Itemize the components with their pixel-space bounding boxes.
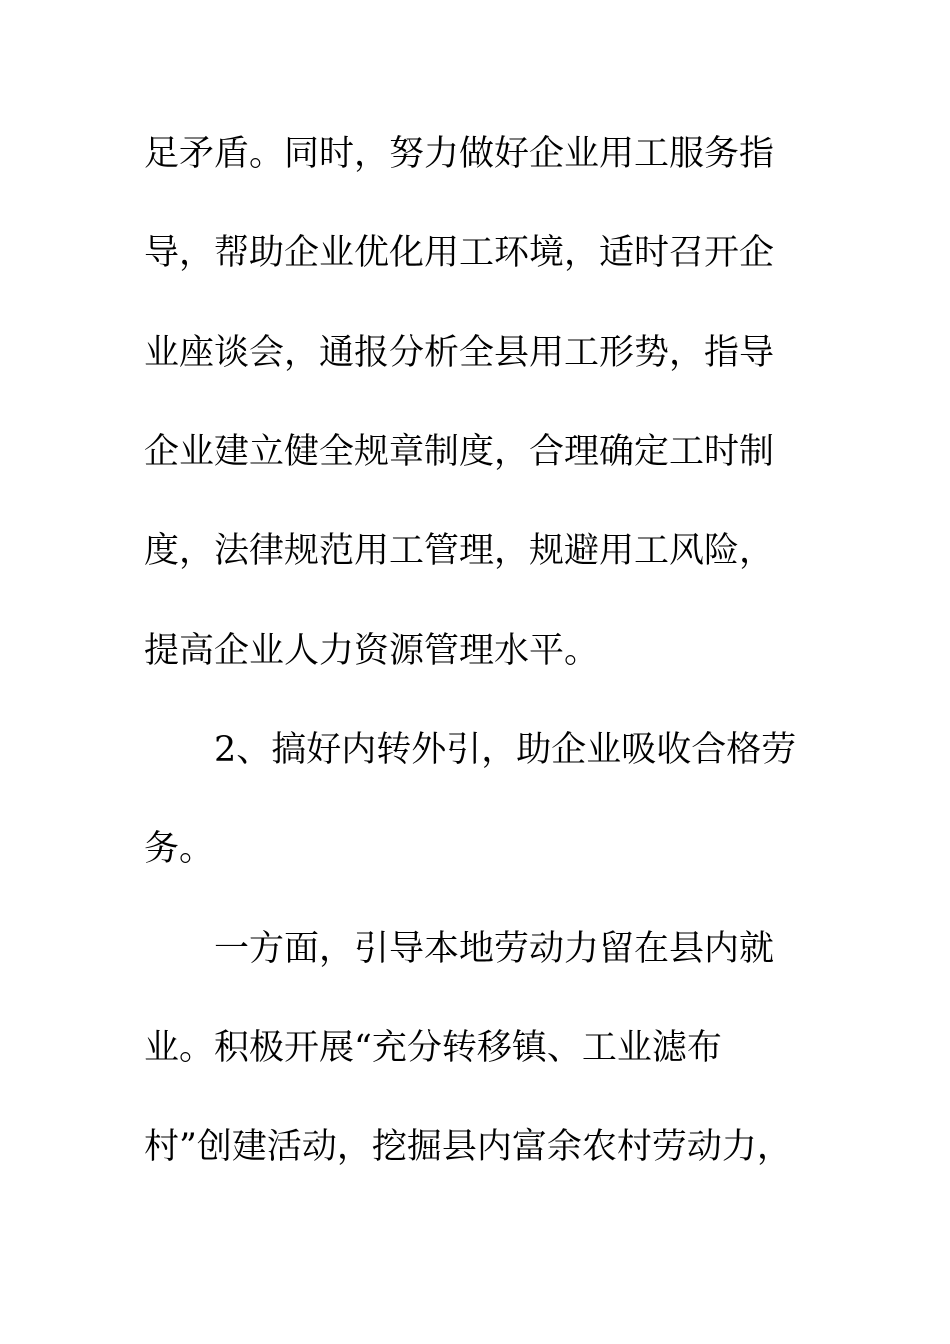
text-line-10: 业。积极开展“充分转移镇、工业滤布 — [144, 1028, 722, 1068]
paragraph-start: 一方面，引导本地劳动力留在县内就 — [214, 929, 775, 969]
section-heading: 2、搞好内转外引，助企业吸收合格劳 — [214, 730, 797, 770]
text-line-11: 村”创建活动，挖掘县内富余农村劳动力， — [144, 1127, 792, 1167]
text-line-2: 导，帮助企业优化用工环境，适时召开企 — [144, 233, 775, 273]
text-line-6: 提高企业人力资源管理水平。 — [144, 631, 600, 671]
text-line-4: 企业建立健全规章制度，合理确定工时制 — [144, 432, 775, 472]
text-line-8: 务。 — [144, 829, 215, 869]
text-line-3: 业座谈会，通报分析全县用工形势，指导 — [144, 333, 775, 373]
text-line-1: 足矛盾。同时，努力做好企业用工服务指 — [144, 134, 775, 174]
text-line-5: 度，法律规范用工管理，规避用工风险， — [144, 531, 775, 571]
